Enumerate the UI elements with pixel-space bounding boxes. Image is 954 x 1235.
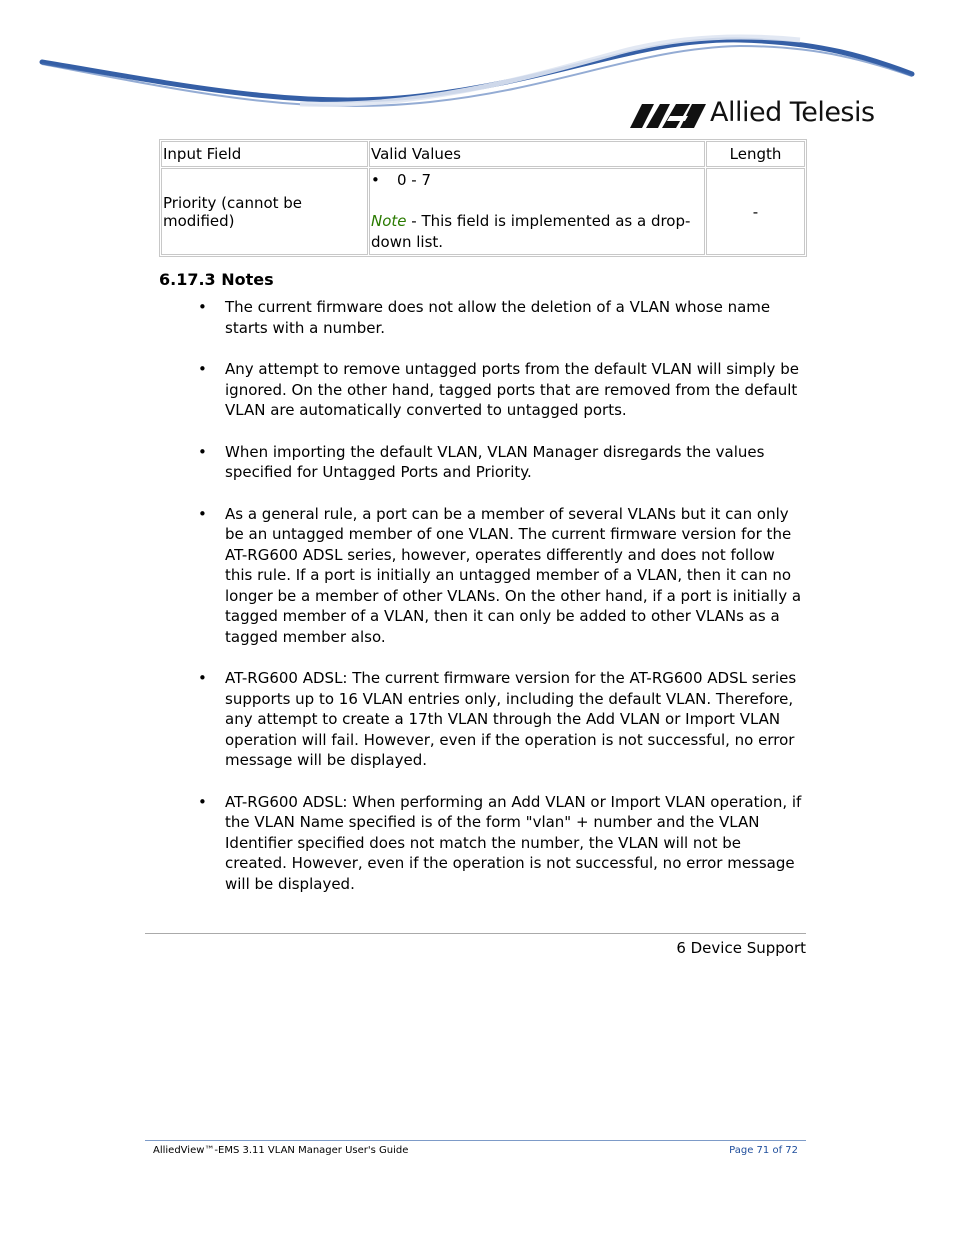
- footer-divider: [145, 1140, 806, 1141]
- column-header-input-field: Input Field: [161, 141, 368, 167]
- list-item: • As a general rule, a port can be a member of several VLANs but it can only be an untagged member of one VLAN. The current firmware version for the AT-RG600 ADSL series, however, operates differently and does not follow this rule. If a port is initially an untagged member of a VLAN, then it can no longer be a member of other VLANs. On the other hand, if a port is initially a tagged member of a VLAN, then it can only be added to other VLANs as a tagged member also.: [198, 504, 806, 648]
- cell-length: -: [706, 168, 805, 255]
- note-text: - This field is implemented as a drop-down list.: [371, 212, 691, 251]
- section-heading-notes: 6.17.3 Notes: [159, 270, 274, 289]
- valid-values-range: 0 - 7: [397, 171, 432, 189]
- list-item: • AT-RG600 ADSL: When performing an Add VLAN or Import VLAN operation, if the VLAN Name specified is of the form "vlan" + number and the VLAN Identifier specified does not match the number, the VLAN will not be created. However, even if the operation is not successful, no error message will be displayed.: [198, 792, 806, 895]
- valid-values-note: [371, 211, 703, 253]
- footer-document-title: AlliedView™-EMS 3.11 VLAN Manager User's Guide: [153, 1145, 409, 1156]
- logo-wordmark: Allied Telesis: [710, 97, 875, 128]
- column-header-length: Length: [706, 141, 805, 167]
- logo-mark-icon: [630, 104, 706, 128]
- table-row: [161, 168, 805, 255]
- note-label: Note: [371, 212, 407, 230]
- bullet-icon: •: [371, 171, 380, 189]
- section-divider: [145, 933, 806, 934]
- list-item: • Any attempt to remove untagged ports from the default VLAN will simply be ignored. On the other hand, tagged ports that are removed from the default VLAN are automatically converted to untagged ports.: [198, 359, 806, 421]
- footer-page-number: Page 71 of 72: [729, 1145, 798, 1156]
- valid-values-bullet: [371, 170, 703, 191]
- section-footer-label: 6 Device Support: [676, 939, 806, 957]
- notes-list: [198, 297, 806, 915]
- list-item: • The current firmware does not allow the deletion of a VLAN whose name starts with a number.: [198, 297, 806, 338]
- cell-valid-values: [369, 168, 705, 255]
- allied-telesis-logo: [630, 97, 875, 134]
- cell-input-field: Priority (cannot be modified): [161, 168, 368, 255]
- table-header-row: [161, 141, 805, 167]
- input-field-table: [159, 139, 807, 257]
- column-header-valid-values: Valid Values: [369, 141, 705, 167]
- list-item: • AT-RG600 ADSL: The current firmware version for the AT-RG600 ADSL series supports up to 16 VLAN entries only, including the default VLAN. Therefore, any attempt to create a 17th VLAN through the Add VLAN or Import VLAN operation will fail. However, even if the operation is not successful, no error message will be displayed.: [198, 668, 806, 771]
- list-item: • When importing the default VLAN, VLAN Manager disregards the values specified for Untagged Ports and Priority.: [198, 442, 806, 483]
